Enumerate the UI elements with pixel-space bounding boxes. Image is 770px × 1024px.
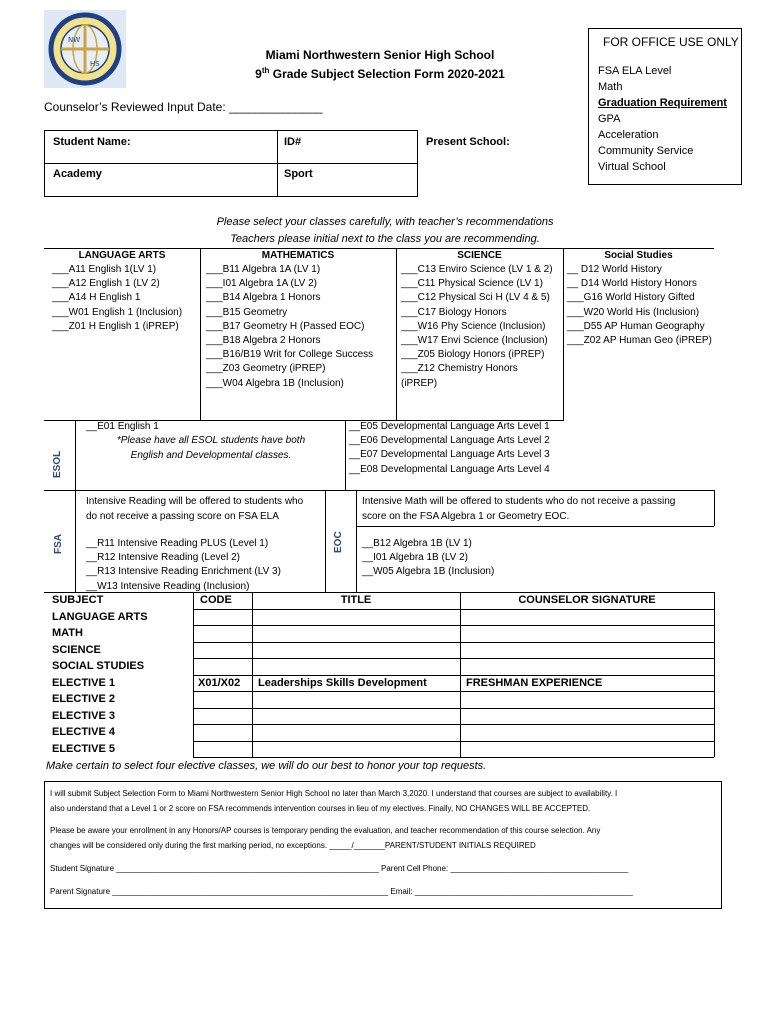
instruction-line-2: Teachers please initial next to the class you are recommending.	[230, 233, 540, 245]
course-option[interactable]: __ D14 World History Honors	[567, 278, 697, 290]
course-option[interactable]: __E07 Developmental Language Arts Level 3	[349, 449, 550, 461]
form-title-text: Grade Subject Selection Form 2020-2021	[269, 67, 505, 81]
office-item-fsa[interactable]: FSA ELA Level	[598, 65, 672, 77]
eoc-intro-2: score on the FSA Algebra 1 or Geometry EOC.	[362, 511, 570, 522]
logo-text-se: HS	[90, 60, 100, 68]
course-option[interactable]: ___C12 Physical Sci H (LV 4 & 5)	[401, 292, 550, 304]
present-school-field[interactable]: Present School:	[426, 136, 510, 148]
table-row-subject: MATH	[52, 627, 83, 639]
course-option[interactable]: __E08 Developmental Language Arts Level 4	[349, 463, 550, 475]
course-option[interactable]: ___B18 Algebra 2 Honors	[206, 335, 321, 347]
course-option[interactable]: __R11 Intensive Reading PLUS (Level 1)	[86, 538, 269, 549]
course-option[interactable]: ___Z05 Biology Honors (iPREP)	[401, 349, 545, 361]
esol-label: ESOL	[52, 450, 63, 478]
course-option[interactable]: __E06 Developmental Language Arts Level 2	[349, 435, 550, 447]
table-row-subject: SOCIAL STUDIES	[52, 660, 145, 672]
student-name-field[interactable]: Student Name:	[53, 136, 131, 148]
eoc-list	[362, 537, 494, 580]
sport-field[interactable]: Sport	[284, 168, 313, 180]
course-option[interactable]: ___B15 Geometry	[206, 306, 288, 318]
language-arts-list	[52, 263, 182, 334]
form-title	[230, 66, 530, 81]
form-grade: 9	[255, 67, 262, 81]
school-name: Miami Northwestern Senior High School	[265, 48, 495, 62]
course-option[interactable]: ___D55 AP Human Geography	[567, 320, 705, 332]
course-option[interactable]: ___C13 Enviro Science (LV 1 & 2)	[401, 264, 553, 275]
course-option[interactable]: ___G16 World History Gifted	[567, 292, 695, 304]
agreement-p2-line1: Please be aware your enrollment in any Honors/AP courses is temporary pending the evaluation, and teacher recommendation of this course selection. Any	[50, 826, 601, 835]
table-row-subject: ELECTIVE 4	[52, 726, 115, 738]
office-item-gpa[interactable]: GPA	[598, 113, 621, 125]
course-option[interactable]: ___Z02 AP Human Geo (iPREP)	[567, 335, 712, 347]
mathematics-header: MATHEMATICS	[261, 250, 335, 261]
science-list	[401, 263, 553, 391]
student-id-field[interactable]: ID#	[284, 136, 302, 148]
instruction-line-1: Please select your classes carefully, with teacher’s recommendations	[216, 216, 554, 228]
course-option[interactable]: ___Z01 H English 1 (iPREP)	[52, 320, 179, 332]
table-header-signature: COUNSELOR SIGNATURE	[518, 594, 656, 606]
course-option[interactable]: ___A11 English 1(LV 1)	[52, 264, 157, 275]
language-arts-header: LANGUAGE ARTS	[78, 250, 166, 261]
table-row-subject: ELECTIVE 5	[52, 743, 115, 755]
academy-field[interactable]: Academy	[53, 168, 102, 180]
counselor-date[interactable]: Counselor’s Reviewed Input Date: ______________	[44, 100, 323, 114]
office-item-community-service[interactable]: Community Service	[598, 145, 694, 157]
course-option[interactable]: __W13 Intensive Reading (Inclusion)	[86, 580, 250, 592]
agreement-text-2	[50, 824, 600, 853]
course-option[interactable]: ___Z12 Chemistry Honors	[401, 363, 518, 375]
course-option: (iPREP)	[401, 377, 438, 389]
course-option[interactable]: ___A14 H English 1	[52, 292, 141, 304]
science-header: SCIENCE	[457, 250, 502, 261]
office-use-box	[588, 28, 742, 185]
fsa-list	[86, 537, 281, 594]
office-item-math[interactable]: Math	[598, 81, 623, 93]
esol-english-option[interactable]: __E01 English 1	[86, 421, 159, 432]
course-option[interactable]: __R13 Intensive Reading Enrichment (LV 3)	[86, 566, 281, 578]
office-item-graduation[interactable]: Graduation Requirement	[598, 97, 727, 109]
agreement-p1-line1: I will submit Subject Selection Form to Miami Northwestern Senior High School no later than March 3,2020. I understand that courses are subject to availability. I	[50, 789, 618, 798]
elective-1-code[interactable]: X01/X02	[198, 677, 241, 689]
office-item-acceleration[interactable]: Acceleration	[598, 129, 659, 141]
esol-dev-list	[349, 420, 550, 477]
form-grade-suffix: th	[261, 66, 270, 75]
course-option[interactable]: ___B11 Algebra 1A (LV 1)	[206, 264, 321, 275]
elective-note: Make certain to select four elective classes, we will do our best to honor your top requests.	[46, 760, 487, 772]
logo-text-ne: NW	[68, 36, 81, 44]
table-row-subject: SCIENCE	[52, 644, 101, 656]
office-use-list	[598, 63, 727, 175]
fsa-intro-1: Intensive Reading will be offered to students who	[86, 496, 304, 507]
mathematics-list	[206, 263, 373, 391]
course-option[interactable]: ___W04 Algebra 1B (Inclusion)	[206, 377, 344, 389]
agreement-text	[50, 787, 617, 816]
course-option[interactable]: ___W01 English 1 (Inclusion)	[52, 306, 183, 318]
table-header-code: CODE	[200, 594, 232, 606]
table-row-subject: ELECTIVE 2	[52, 693, 115, 705]
table-header-subject: SUBJECT	[52, 594, 104, 606]
course-option[interactable]: __I01 Algebra 1B (LV 2)	[362, 552, 468, 564]
esol-note-1: *Please have all ESOL students have both	[116, 435, 306, 446]
course-option[interactable]: __ D12 World History	[567, 264, 662, 275]
school-logo	[44, 10, 126, 88]
table-row-subject: LANGUAGE ARTS	[52, 611, 148, 623]
course-option[interactable]: __B12 Algebra 1B (LV 1)	[362, 538, 472, 549]
course-option[interactable]: __W05 Algebra 1B (Inclusion)	[362, 566, 495, 578]
eoc-intro-1: Intensive Math will be offered to students who do not receive a passing	[362, 496, 676, 507]
student-signature-line[interactable]: Student Signature ___________________________________________________________ Parent Cell Phone: ________________________________________	[50, 864, 629, 873]
eoc-label: EOC	[333, 531, 344, 553]
fsa-intro-2: do not receive a passing score on FSA ELA	[86, 511, 279, 522]
course-option[interactable]: ___B16/B19 Writ for College Success	[206, 349, 374, 361]
course-option[interactable]: __E05 Developmental Language Arts Level 1	[349, 421, 550, 432]
esol-note-2: English and Developmental classes.	[130, 450, 292, 461]
agreement-p2-line2[interactable]: changes will be considered only during the first marking period, no exceptions. _____/_______PARENT/STUDENT INITIALS REQUIRED	[50, 840, 536, 850]
office-use-title: FOR OFFICE USE ONLY	[603, 35, 739, 49]
parent-signature-line[interactable]: Parent Signature ______________________________________________________________ Email: _________________________________________________	[50, 887, 633, 896]
table-header-title: TITLE	[340, 594, 372, 606]
table-row-subject: ELECTIVE 1	[52, 677, 115, 689]
course-option[interactable]: ___Z03 Geometry (iPREP)	[206, 363, 326, 375]
social-studies-header: Social Studies	[604, 250, 673, 261]
elective-1-signature[interactable]: FRESHMAN EXPERIENCE	[466, 677, 603, 689]
course-option[interactable]: ___I01 Algebra 1A (LV 2)	[206, 278, 318, 290]
fsa-label: FSA	[53, 534, 64, 554]
course-option[interactable]: ___B17 Geometry H (Passed EOC)	[206, 320, 365, 332]
course-option[interactable]: ___B14 Algebra 1 Honors	[206, 292, 321, 304]
course-option[interactable]: __R12 Intensive Reading (Level 2)	[86, 552, 240, 564]
course-option[interactable]: ___W16 Phy Science (Inclusion)	[401, 320, 546, 332]
course-option[interactable]: ___C17 Biology Honors	[401, 306, 507, 318]
course-option[interactable]: ___C11 Physical Science (LV 1)	[401, 278, 543, 290]
table-row-subject: ELECTIVE 3	[52, 710, 115, 722]
course-option[interactable]: ___W17 Envi Science (Inclusion)	[401, 335, 548, 347]
elective-1-title[interactable]: Leaderships Skills Development	[258, 677, 427, 689]
agreement-p1-line2: also understand that a Level 1 or 2 score on FSA recommends intervention courses in lieu of my electives. Finally, NO CHANGES WILL BE ACCEPTED.	[50, 803, 591, 813]
office-item-virtual-school[interactable]: Virtual School	[598, 161, 666, 173]
course-option[interactable]: ___W20 World His (Inclusion)	[567, 306, 700, 318]
social-studies-list	[567, 263, 712, 348]
course-option[interactable]: ___A12 English 1 (LV 2)	[52, 278, 160, 290]
